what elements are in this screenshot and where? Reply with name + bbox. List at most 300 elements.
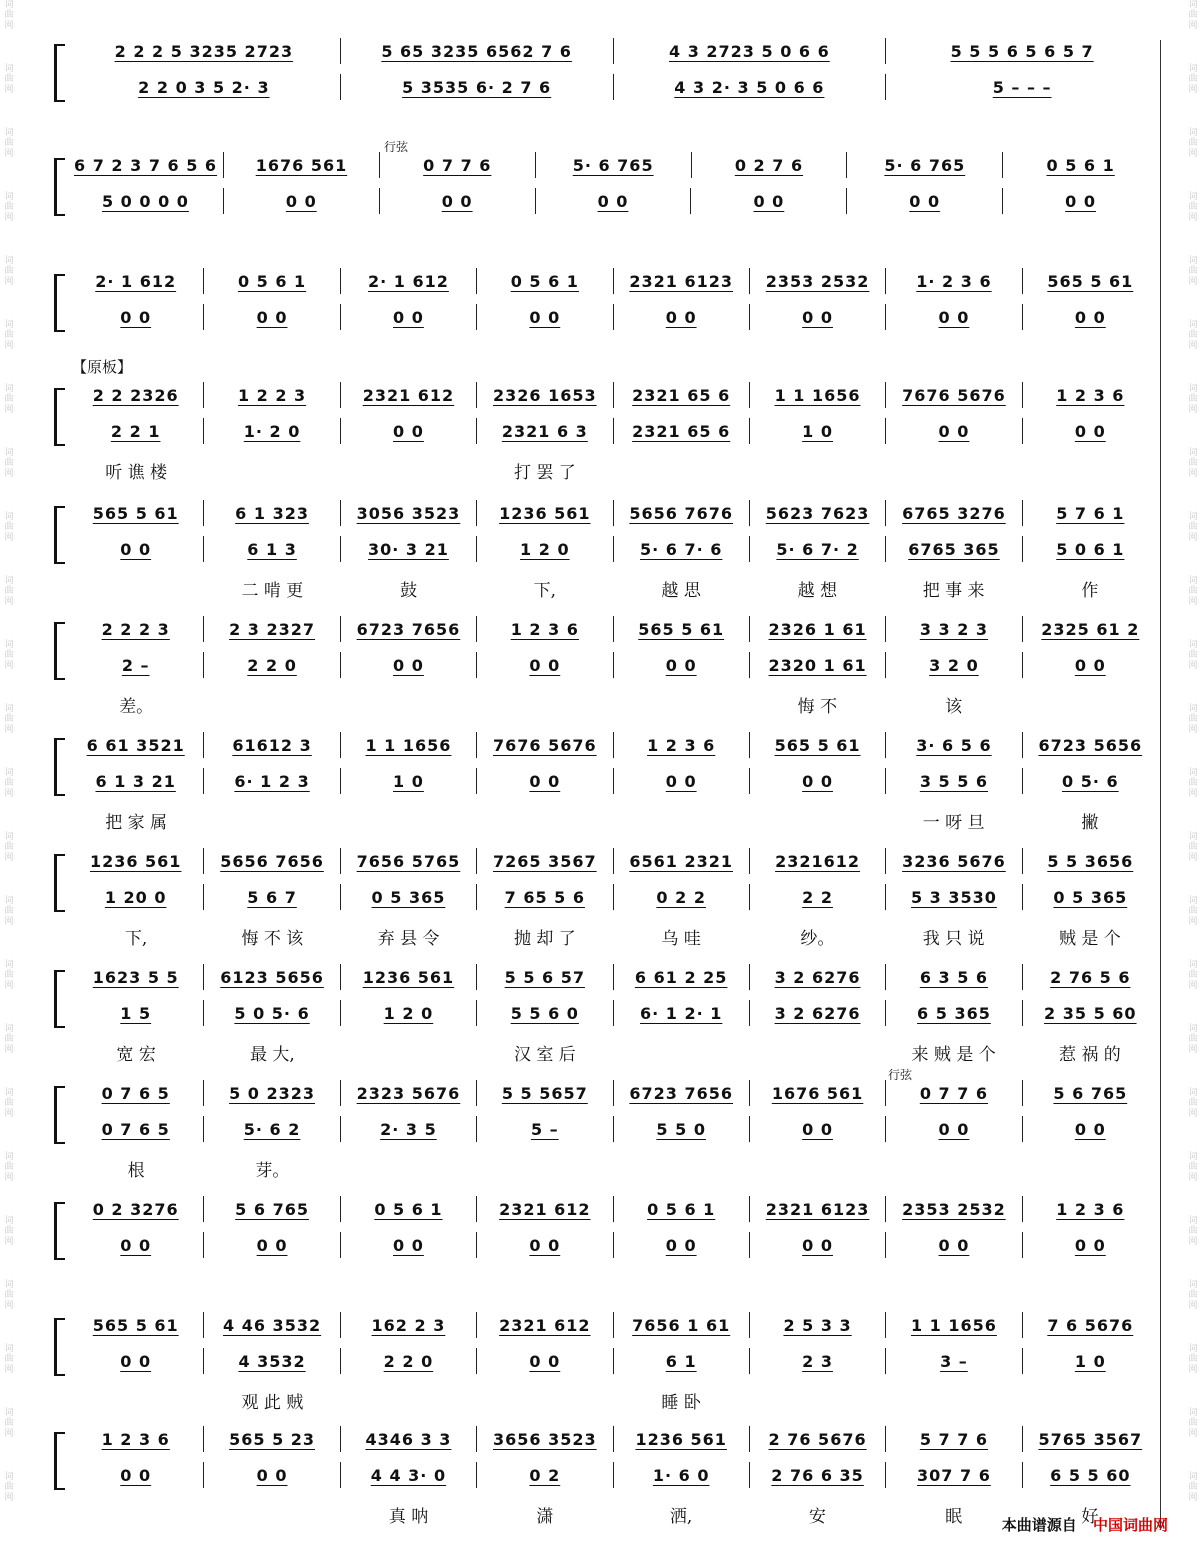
watermark-glyph-group	[1186, 1024, 1200, 1088]
lyric-measure: 潇	[536, 1507, 554, 1527]
lower-staff	[68, 884, 1158, 910]
measure-notes: 6123 5656	[220, 967, 324, 987]
watermark-glyph-group	[2, 192, 16, 256]
watermark-glyph-group	[1186, 1280, 1200, 1344]
measure	[476, 884, 612, 910]
measure-notes: 565 5 61	[1047, 271, 1134, 291]
score-system	[58, 500, 1158, 610]
measure-notes: 6 1	[665, 1351, 697, 1371]
measure	[613, 1116, 749, 1142]
upper-staff	[68, 1080, 1158, 1106]
measure-notes: 4 3532	[238, 1351, 306, 1371]
watermark-glyph-group	[2, 1024, 16, 1088]
watermark-glyph: 网	[1188, 148, 1198, 159]
watermark-glyph: 曲	[1188, 1418, 1198, 1429]
measure	[749, 616, 885, 642]
measure	[613, 1312, 749, 1338]
watermark-glyph: 词	[4, 256, 14, 266]
watermark-glyph: 曲	[1188, 10, 1198, 21]
lyric-measure	[204, 808, 340, 830]
watermark-glyph: 词	[4, 832, 14, 842]
score-system	[58, 268, 1158, 378]
watermark-glyph: 曲	[1188, 458, 1198, 469]
measure-notes: 2 –	[121, 655, 150, 675]
watermark-glyph: 网	[4, 980, 14, 991]
watermark-glyph: 曲	[4, 842, 14, 853]
measure-notes: 3· 6 5 6	[916, 735, 992, 755]
watermark-glyph: 词	[4, 1216, 14, 1226]
measure-notes: 1236 561	[362, 967, 455, 987]
measure	[340, 536, 476, 562]
watermark-glyph-group	[2, 1088, 16, 1152]
measure	[613, 732, 749, 758]
watermark-glyph-group	[2, 1152, 16, 1216]
lyric-measure	[613, 1156, 749, 1178]
measure-notes: 0 0	[665, 655, 697, 675]
upper-staff	[68, 732, 1158, 758]
measure-notes: 6· 1 2 3	[234, 771, 310, 791]
lyric-measure	[613, 808, 749, 830]
measure	[613, 1196, 749, 1222]
measure	[340, 382, 476, 408]
watermark-glyph-group	[1186, 448, 1200, 512]
lyric-measure: 安	[808, 1507, 826, 1527]
lyric-measure: 最 大,	[249, 1045, 295, 1065]
lyric-measure: 一 呀 旦	[922, 813, 985, 833]
measure-notes: 7676 5676	[492, 735, 597, 755]
lyric-measure: 惹 祸 的	[1058, 1045, 1121, 1065]
score-system	[58, 1426, 1158, 1536]
measure	[476, 1116, 612, 1142]
lower-staff	[68, 1116, 1158, 1142]
lyric-measure	[1022, 1156, 1158, 1178]
watermark-glyph: 曲	[4, 714, 14, 725]
measure-notes: 565 5 61	[92, 1315, 179, 1335]
measure	[613, 38, 886, 64]
xingxian-marker-2: 行弦	[888, 1068, 913, 1082]
watermark-glyph: 网	[1188, 660, 1198, 671]
measure	[749, 500, 885, 526]
measure-notes: 1· 2 3 6	[916, 271, 992, 291]
watermark-glyph: 词	[4, 0, 14, 10]
watermark-glyph: 词	[4, 1280, 14, 1290]
watermark-glyph-group	[1186, 896, 1200, 960]
measure-notes: 5 65 3235 6562 7 6	[381, 41, 572, 61]
measure-notes: 5 5 6 57	[504, 967, 585, 987]
watermark-glyph: 词	[1188, 128, 1198, 138]
lyric-measure	[613, 692, 749, 714]
lyric-measure	[749, 808, 885, 830]
measure-notes: 5 7 7 6	[919, 1429, 989, 1449]
lyric-measure	[204, 458, 340, 480]
lyric-line	[68, 458, 1158, 483]
measure-notes: 0 0	[256, 1465, 288, 1485]
lyric-measure: 眠	[945, 1507, 963, 1527]
lyric-measure	[886, 1388, 1022, 1410]
measure-notes: 2 2	[802, 887, 833, 907]
measure-notes: 3056 3523	[356, 503, 461, 523]
lyric-measure	[749, 458, 885, 480]
measure	[340, 418, 476, 444]
watermark-glyph: 网	[1188, 916, 1198, 927]
lyric-measure: 把 事 来	[922, 581, 985, 601]
watermark-glyph: 网	[4, 148, 14, 159]
watermark-glyph: 词	[1188, 1024, 1198, 1034]
measure	[613, 304, 749, 330]
measure-notes: 1 0	[393, 771, 424, 791]
watermark-glyph: 词	[1188, 896, 1198, 906]
measure-notes: 565 5 61	[774, 735, 861, 755]
measure-notes: 7 65 5 6	[504, 887, 585, 907]
measure-notes: 2321 65 6	[632, 421, 731, 441]
measure	[690, 188, 846, 214]
upper-staff	[68, 848, 1158, 874]
measure	[68, 768, 203, 794]
upper-staff	[68, 1312, 1158, 1338]
measure	[749, 1080, 885, 1106]
measure	[885, 848, 1021, 874]
measure-notes: 0 7 7 6	[423, 155, 492, 175]
measure	[1022, 616, 1158, 642]
measure	[476, 1462, 612, 1488]
upper-staff	[68, 616, 1158, 642]
measure	[613, 1080, 749, 1106]
measure-notes: 7656 5765	[356, 851, 461, 871]
measure-notes: 2325 61 2	[1041, 619, 1140, 639]
watermark-glyph: 曲	[4, 1482, 14, 1493]
measure-notes: 2 3	[802, 1351, 833, 1371]
lower-staff	[68, 536, 1158, 562]
lyric-measure: 睡 卧	[661, 1393, 701, 1413]
measure	[613, 1000, 749, 1026]
measure-notes: 5 – – –	[992, 77, 1052, 97]
measure	[535, 188, 691, 214]
upper-staff	[68, 152, 1158, 178]
measure	[885, 652, 1021, 678]
watermark-glyph: 曲	[4, 1226, 14, 1237]
watermark-glyph: 词	[1188, 320, 1198, 330]
watermark-glyph: 网	[1188, 1172, 1198, 1183]
watermark-glyph: 网	[4, 1044, 14, 1055]
measure	[203, 1348, 339, 1374]
measure-notes: 0 0	[529, 307, 561, 327]
watermark-glyph: 曲	[1188, 1482, 1198, 1493]
lower-staff	[68, 1348, 1158, 1374]
measure-notes: 5656 7676	[629, 503, 733, 523]
measure	[1022, 732, 1158, 758]
watermark-glyph: 曲	[1188, 394, 1198, 405]
score-system	[58, 152, 1158, 262]
watermark-glyph: 曲	[4, 1034, 14, 1045]
system-bracket	[54, 622, 65, 680]
measure	[476, 964, 612, 990]
watermark-glyph-group	[2, 1280, 16, 1344]
measure-notes: 4346 3 3	[365, 1429, 452, 1449]
measure-notes: 0 5 6 1	[374, 1199, 443, 1219]
measure	[203, 768, 339, 794]
measure-notes: 2353 2532	[902, 1199, 1006, 1219]
score-system	[58, 382, 1158, 492]
watermark-glyph: 网	[4, 852, 14, 863]
watermark-glyph: 词	[1188, 1216, 1198, 1226]
lyric-measure	[341, 1040, 477, 1062]
watermark-glyph-group	[1186, 512, 1200, 576]
lower-staff	[68, 188, 1158, 214]
measure	[476, 536, 612, 562]
watermark-glyph-group	[1186, 704, 1200, 768]
system-bracket	[54, 44, 65, 102]
measure-notes: 2 76 6 35	[771, 1465, 864, 1485]
measure	[68, 500, 203, 526]
score-system	[58, 964, 1158, 1074]
watermark-glyph-group	[2, 576, 16, 640]
measure-notes: 0 0	[802, 771, 833, 791]
watermark-glyph: 词	[1188, 1408, 1198, 1418]
measure-notes: 0 0	[120, 1235, 152, 1255]
watermark-glyph: 曲	[4, 650, 14, 661]
measure	[476, 1312, 612, 1338]
lyric-line	[68, 1040, 1158, 1065]
watermark-glyph-group	[1186, 1088, 1200, 1152]
measure	[1022, 652, 1158, 678]
measure-notes: 0 0	[393, 655, 424, 675]
lyric-measure: 来 贼 是 个	[911, 1045, 996, 1065]
measure	[203, 848, 339, 874]
watermark-glyph: 网	[1188, 340, 1198, 351]
measure	[1022, 536, 1158, 562]
measure-notes: 0 7 6 5	[101, 1119, 170, 1139]
measure-notes: 162 2 3	[371, 1315, 446, 1335]
lyric-line	[68, 808, 1158, 833]
lyric-measure: 真 呐	[388, 1507, 429, 1527]
watermark-glyph: 网	[1188, 404, 1198, 415]
measure	[476, 1080, 612, 1106]
measure	[203, 1196, 339, 1222]
measure	[1002, 152, 1158, 178]
lyric-measure: 洒,	[669, 1507, 693, 1527]
site-name[interactable]: 中国词曲网	[1092, 1516, 1168, 1534]
measure	[613, 500, 749, 526]
measure	[885, 1348, 1021, 1374]
lyric-measure	[204, 1502, 340, 1524]
watermark-glyph: 词	[1188, 256, 1198, 266]
watermark-glyph: 曲	[1188, 1162, 1198, 1173]
measure-notes: 0 0	[938, 307, 970, 327]
measure	[68, 1232, 203, 1258]
measure-notes: 0 0	[802, 307, 833, 327]
lyric-measure: 撇	[1081, 813, 1099, 833]
upper-staff	[68, 964, 1158, 990]
measure	[613, 74, 886, 100]
watermark-glyph: 网	[4, 1364, 14, 1375]
measure	[68, 652, 203, 678]
measure-notes: 6 61 2 25	[634, 967, 728, 987]
measure	[613, 1232, 749, 1258]
measure	[749, 964, 885, 990]
watermark-glyph-group	[2, 320, 16, 384]
watermark-glyph-group	[1186, 960, 1200, 1024]
watermark-glyph-group	[2, 832, 16, 896]
measure-notes: 565 5 61	[638, 619, 725, 639]
measure	[68, 1000, 203, 1026]
watermark-glyph: 网	[4, 84, 14, 95]
measure-notes: 5· 6 2	[243, 1119, 301, 1139]
measure-notes: 1 1 1656	[774, 385, 861, 405]
measure-notes: 1 2 3 6	[101, 1429, 170, 1449]
measure-notes: 2321 6123	[765, 1199, 870, 1219]
measure	[749, 1232, 885, 1258]
watermark-glyph: 词	[1188, 576, 1198, 586]
watermark-glyph: 网	[1188, 1428, 1198, 1439]
measure-notes: 5 3535 6· 2 7 6	[402, 77, 552, 97]
measure-notes: 2321 65 6	[632, 385, 731, 405]
measure	[885, 1116, 1021, 1142]
watermark-glyph-group	[1186, 1408, 1200, 1472]
measure	[749, 418, 885, 444]
lyric-measure	[613, 1040, 749, 1062]
lyric-measure: 抛 却 了	[513, 929, 576, 949]
measure-notes: 2 2 2326	[92, 385, 179, 405]
measure-notes: 6 1 323	[235, 503, 309, 523]
upper-staff	[68, 382, 1158, 408]
watermark-glyph: 曲	[1188, 970, 1198, 981]
upper-staff	[68, 1196, 1158, 1222]
measure	[1022, 964, 1158, 990]
measure-notes: 2321 612	[499, 1315, 591, 1335]
measure-notes: 0 0	[256, 1235, 288, 1255]
measure-notes: 1 2 3 6	[647, 735, 716, 755]
measure	[1022, 418, 1158, 444]
measure	[1022, 304, 1158, 330]
watermark-glyph: 词	[1188, 1088, 1198, 1098]
watermark-glyph: 词	[4, 1344, 14, 1354]
watermark-glyph: 网	[1188, 468, 1198, 479]
watermark-glyph: 曲	[1188, 266, 1198, 277]
watermark-glyph-group	[2, 64, 16, 128]
measure-notes: 5 6 765	[1053, 1083, 1128, 1103]
lyric-measure	[749, 1040, 885, 1062]
lyric-measure: 芽。	[255, 1161, 290, 1181]
watermark-glyph-group	[2, 0, 16, 64]
watermark-glyph-group	[1186, 1152, 1200, 1216]
measure-notes: 2 76 5676	[768, 1429, 867, 1449]
measure-notes: 2 5 3 3	[783, 1315, 852, 1335]
measure	[203, 536, 339, 562]
system-bracket	[54, 738, 65, 796]
measure-notes: 0 0	[120, 1465, 152, 1485]
watermark-glyph: 词	[4, 1024, 14, 1034]
watermark-glyph: 曲	[4, 586, 14, 597]
lyric-measure	[1022, 1388, 1158, 1410]
measure	[885, 268, 1021, 294]
watermark-glyph: 网	[4, 20, 14, 31]
watermark-glyph: 曲	[1188, 74, 1198, 85]
lyric-measure	[341, 808, 477, 830]
watermark-glyph: 词	[4, 448, 14, 458]
measure-notes: 5 5 5657	[501, 1083, 588, 1103]
measure-notes: 0 0	[938, 421, 970, 441]
watermark-glyph: 网	[4, 1492, 14, 1503]
measure-notes: 1· 2 0	[243, 421, 301, 441]
measure	[68, 304, 203, 330]
watermark-glyph: 曲	[4, 458, 14, 469]
watermark-glyph: 曲	[4, 330, 14, 341]
watermark-glyph: 词	[4, 1472, 14, 1482]
measure	[68, 152, 223, 178]
lyric-measure: 根	[127, 1161, 145, 1181]
watermark-glyph: 词	[1188, 832, 1198, 842]
lower-staff	[68, 1462, 1158, 1488]
watermark-glyph: 词	[4, 320, 14, 330]
lyric-measure	[886, 1156, 1022, 1178]
measure-notes: 2· 1 612	[95, 271, 177, 291]
measure	[340, 1426, 476, 1452]
measure-notes: 0 0	[938, 1235, 970, 1255]
score-system	[58, 1196, 1158, 1306]
measure	[846, 188, 1002, 214]
measure-notes: 1 0	[802, 421, 833, 441]
measure-notes: 4 4 3· 0	[370, 1465, 447, 1485]
system-bracket	[54, 970, 65, 1028]
measure-notes: 6· 1 2· 1	[639, 1003, 723, 1023]
lyric-line	[68, 1156, 1158, 1181]
measure-notes: 3 –	[940, 1351, 968, 1371]
measure	[885, 304, 1021, 330]
watermark-glyph-group	[1186, 768, 1200, 832]
measure	[476, 500, 612, 526]
watermark-glyph-group	[2, 128, 16, 192]
watermark-glyph: 曲	[1188, 1226, 1198, 1237]
measure-notes: 1676 561	[255, 155, 348, 175]
measure-notes: 1 2 3 6	[1056, 1199, 1125, 1219]
measure	[68, 382, 203, 408]
measure	[68, 616, 203, 642]
watermark-glyph: 曲	[1188, 330, 1198, 341]
measure	[203, 652, 339, 678]
measure-notes: 1 2 3 6	[1056, 385, 1125, 405]
watermark-glyph-group	[1186, 256, 1200, 320]
measure	[340, 500, 476, 526]
measure	[476, 382, 612, 408]
measure-notes: 6 1 3 21	[95, 771, 176, 791]
measure-notes: 0 5 365	[371, 887, 446, 907]
measure-notes: 30· 3 21	[367, 539, 449, 559]
measure-notes: 0 5· 6	[1062, 771, 1119, 791]
watermark-left	[2, 0, 16, 1549]
watermark-glyph: 网	[4, 724, 14, 735]
watermark-glyph: 网	[1188, 1108, 1198, 1119]
watermark-glyph-group	[2, 704, 16, 768]
watermark-right	[1186, 0, 1200, 1549]
lyric-measure: 越 思	[661, 581, 701, 601]
watermark-glyph: 网	[1188, 788, 1198, 799]
lyric-measure	[749, 1388, 885, 1410]
watermark-glyph: 词	[4, 1152, 14, 1162]
watermark-glyph: 词	[1188, 512, 1198, 522]
measure	[203, 382, 339, 408]
system-bracket	[54, 158, 65, 216]
measure-notes: 1 2 3 6	[510, 619, 579, 639]
lyric-measure: 越 想	[797, 581, 838, 601]
measure	[68, 732, 203, 758]
source-label: 本曲谱源自	[1001, 1516, 1077, 1534]
measure-notes: 61612 3	[232, 735, 312, 755]
lower-staff	[68, 1000, 1158, 1026]
measure-notes: 0 7 6 5	[101, 1083, 170, 1103]
measure-notes: 0 0	[529, 1351, 561, 1371]
measure	[1022, 1426, 1158, 1452]
watermark-glyph: 曲	[1188, 650, 1198, 661]
